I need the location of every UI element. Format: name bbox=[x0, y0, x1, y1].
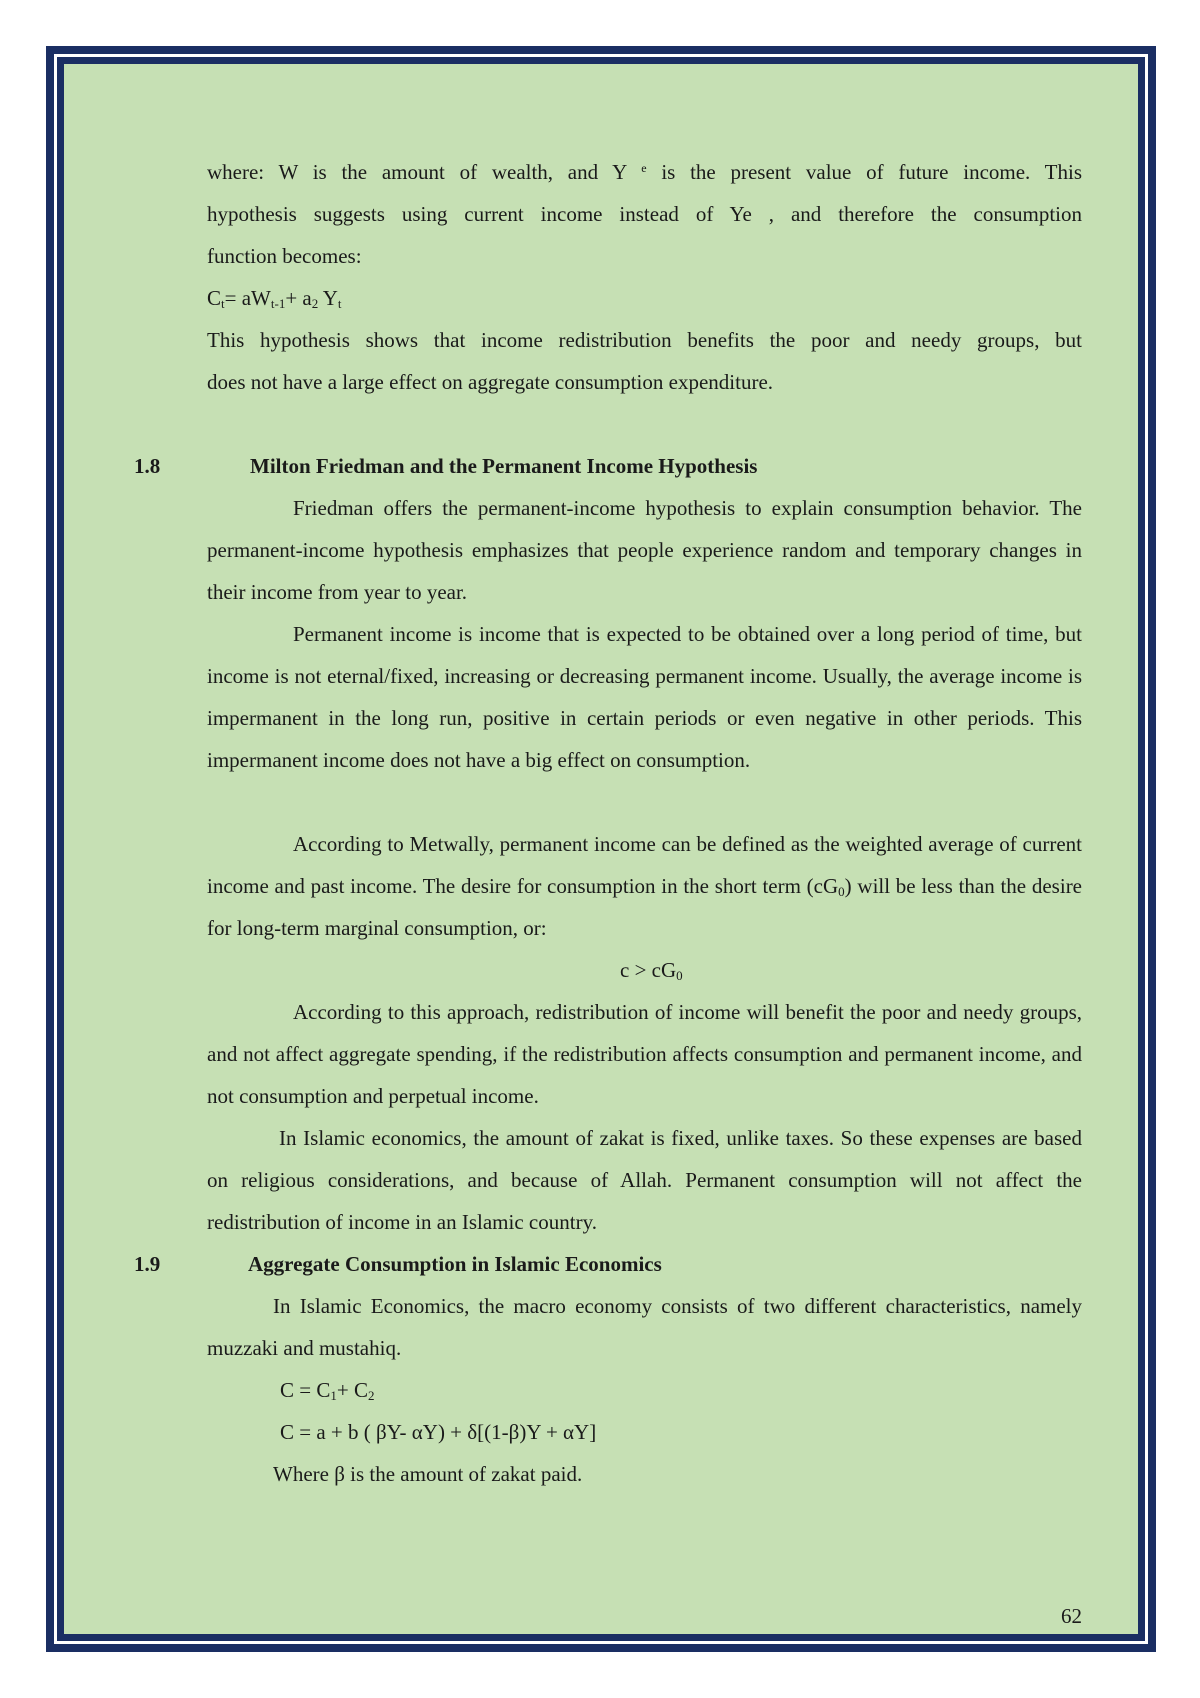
section-1-9-title: Aggregate Consumption in Islamic Economics bbox=[248, 1252, 662, 1276]
section-1-8-paragraph-3: According to Metwally, permanent income can be defined as the weighted average of current income and past income. The desire for consumption in the short term $(cG_0)$ will be less than the desire for long-term marginal consumption, or: bbox=[207, 832, 1083, 940]
intro-line-5: This hypothesis shows that income redistribution benefits the poor and needy groups, but bbox=[207, 328, 1082, 352]
zakat-definition: Where β is the amount of zakat paid. bbox=[273, 1462, 583, 1486]
section-1-8-title: Milton Friedman and the Permanent Income Hypothesis bbox=[250, 454, 758, 478]
section-1-8-paragraph-5: In Islamic economics, the amount of zakat is fixed, unlike taxes. So these expenses are based on religious considerations, and because of Allah. Permanent consumption will not affect the redistribution of income in an Islamic country. bbox=[207, 1126, 1082, 1234]
section-1-9-number: 1.9 bbox=[134, 1252, 161, 1276]
marginal-consumption-equation: $c > cG_0$ bbox=[620, 958, 683, 983]
consumption-equation: $C_t= aW_{t-1}+ a_2$ $Y_t$ bbox=[207, 286, 342, 311]
aggregate-consumption-equation: $C = C_1+ C_2$ bbox=[280, 1378, 375, 1403]
section-1-8-paragraph-2: Permanent income is income that is expected to be obtained over a long period of time, but income is not eternal/fixed, increasing or decreasing permanent income. Usually, the average income is impermanent in the long run, positive in certain periods or even negative in other periods. This impermanent income does not have a big effect on consumption. bbox=[207, 622, 1082, 772]
section-1-8-paragraph-1: Friedman offers the permanent-income hypothesis to explain consumption behavior. The permanent-income hypothesis emphasizes that people experience random and temporary changes in their income from year to year. bbox=[207, 496, 1082, 604]
section-1-9-paragraph-1: In Islamic Economics, the macro economy consists of two different characteristics, namely muzzaki and mustahiq. bbox=[207, 1294, 1082, 1360]
intro-line-1: where: W is the amount of wealth, and Y $^e$ is the present value of future income. This bbox=[207, 160, 1083, 184]
section-1-8-number: 1.8 bbox=[134, 454, 161, 478]
intro-line-6: does not have a large effect on aggregate consumption expenditure. bbox=[207, 370, 774, 394]
section-1-8-paragraph-4: According to this approach, redistribution of income will benefit the poor and needy groups, and not affect aggregate spending, if the redistribution affects consumption and permanent income, and not consumption and perpetual income. bbox=[207, 1000, 1082, 1108]
zakat-consumption-equation: C = a + b ( βY- αY) + δ[(1-β)Y + αY] bbox=[280, 1420, 597, 1444]
page-number: 62 bbox=[1061, 1604, 1082, 1628]
intro-line-3: function becomes: bbox=[207, 244, 362, 268]
intro-line-2: hypothesis suggests using current income instead of Ye , and therefore the consumption bbox=[207, 202, 1082, 226]
